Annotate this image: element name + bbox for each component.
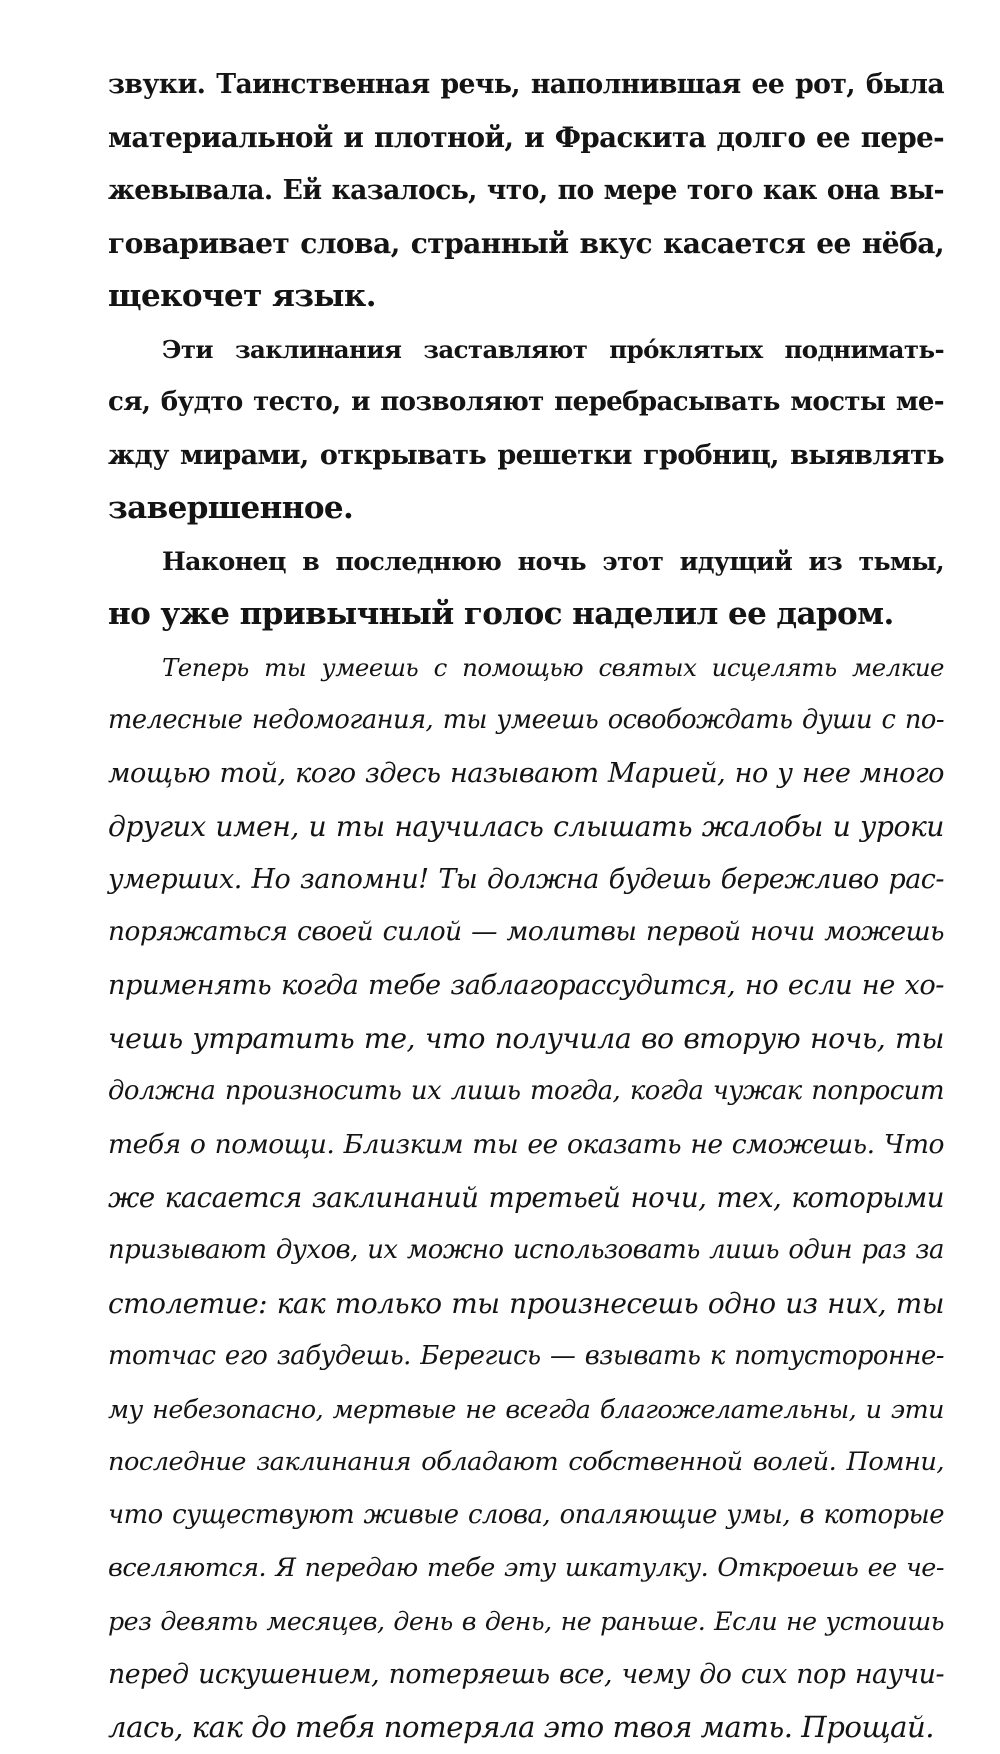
text-line: жевывала. Ей казалось, что, по мере того как она вы- [108, 175, 944, 206]
text-line: рез девять месяцев, день в день, не раньше. Если не устоишь [108, 1607, 944, 1636]
text-line: других имен, и ты научилась слышать жалобы и уроки [108, 810, 944, 843]
text-line: поряжаться своей силой — молитвы первой ночи можешь [108, 917, 944, 947]
text-line: последние заклинания обладают собственной волей. Помни, [108, 1447, 944, 1477]
text-line: перед искушением, потеряешь все, чему до сих пор научи- [108, 1659, 944, 1690]
paragraph-1 [108, 58, 944, 323]
text-line: звуки. Таинственная речь, наполнившая ее рот, была [108, 69, 944, 100]
text-line: щекочет язык. [108, 278, 376, 314]
paragraph-3 [108, 535, 944, 641]
paragraph-2 [108, 323, 944, 535]
text-line: ся, будто тесто, и позволяют перебрасывать мосты ме- [108, 387, 944, 417]
text-line: но уже привычный голос наделил ее даром. [108, 596, 894, 632]
text-line: столетие: как только ты произнесешь одно из них, ты [108, 1287, 944, 1320]
text-line: же касается заклинаний третьей ночи, тех, которыми [108, 1181, 944, 1214]
text-line: призывают духов, их можно использовать лишь один раз за [108, 1235, 944, 1265]
text-line: материальной и плотной, и Фраскита долго ее пере- [108, 121, 944, 154]
text-line: лась, как до тебя потеряла это твоя мать. Прощай. [108, 1710, 935, 1744]
text-line: Эти заклинания заставляют прóклятых поднимать- [162, 335, 944, 364]
text-line: завершенное. [108, 490, 354, 526]
text-line: телесные недомогания, ты умеешь освобождать души с по- [108, 705, 944, 735]
text-line: вселяются. Я передаю тебе эту шкатулку. Откроешь ее че- [108, 1553, 944, 1583]
text-line: Наконец в последнюю ночь этот идущий из тьмы, [162, 546, 944, 576]
text-line: тебя о помощи. Близким ты ее оказать не сможешь. Что [108, 1129, 944, 1160]
text-line: жду мирами, открывать решетки гробниц, выявлять [108, 440, 944, 471]
book-page [108, 58, 944, 1754]
text-line: Теперь ты умеешь с помощью святых исцелять мелкие [162, 653, 944, 682]
text-line: мощью той, кого здесь называют Марией, но у нее много [108, 758, 944, 789]
text-line: говаривает слова, странный вкус касается ее нёба, [108, 227, 944, 260]
text-line: умерших. Но запомни! Ты должна будешь бережливо рас- [108, 864, 944, 895]
text-line: тотчас его забудешь. Берегись — взывать к потусторонне- [108, 1341, 944, 1371]
text-line: чешь утратить те, что получила во вторую ночь, ты [108, 1022, 944, 1055]
text-line: должна произносить их лишь тогда, когда чужак попросит [108, 1076, 944, 1106]
text-line: му небезопасно, мертвые не всегда благожелательны, и эти [108, 1394, 944, 1424]
paragraph-4-italic [108, 641, 944, 1754]
text-line: применять когда тебе заблагорассудится, но если не хо- [108, 970, 944, 1001]
text-line: что существуют живые слова, опаляющие умы, в которые [108, 1500, 944, 1530]
